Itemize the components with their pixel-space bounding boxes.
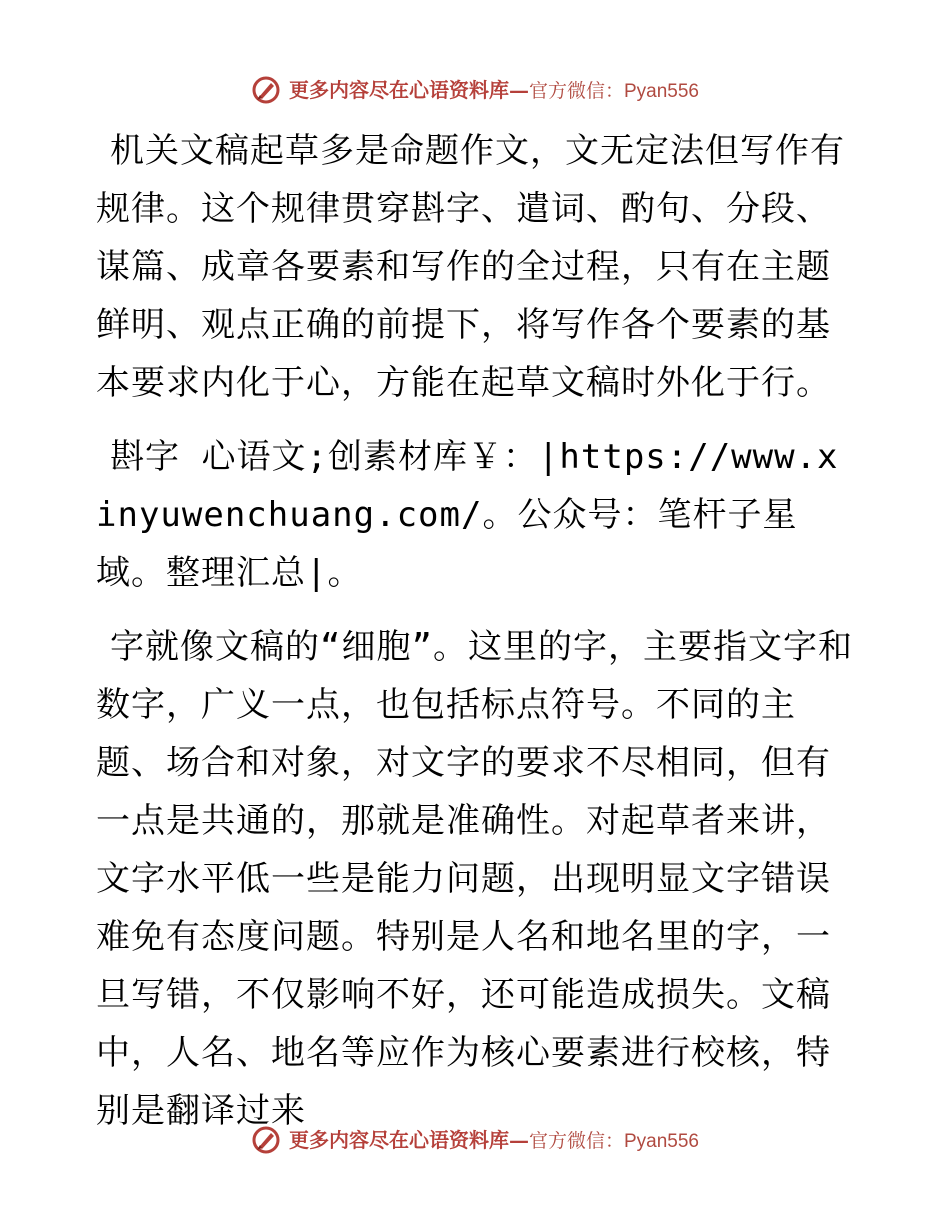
watermark-text [288, 1127, 699, 1152]
watermark-contact: 官方微信：Pyan556 [528, 1130, 699, 1152]
paragraph-section-heading-text: 斟字 心语文;创素材库￥：|https://www.xinyuwenchuang.com/。公众号：笔杆子星域。整理汇总|。 [96, 437, 839, 593]
document-body [96, 122, 856, 1140]
paragraph-intro [96, 122, 856, 412]
watermark-lead: 更多内容尽在心语资料库— [288, 1127, 529, 1152]
footer-watermark [0, 1120, 950, 1160]
watermark-lead: 更多内容尽在心语资料库— [288, 77, 529, 102]
paragraph-intro-text: 机关文稿起草多是命题作文，文无定法但写作有规律。这个规律贯穿斟字、遣词、酌句、分段、谋篇、成章各要素和写作的全过程，只有在主题鲜明、观点正确的前提下，将写作各个要素的基本要求内化于心，方能在起草文稿时外化于行。 [96, 131, 845, 403]
paragraph-body [96, 618, 856, 1140]
watermark-contact: 官方微信：Pyan556 [528, 80, 699, 102]
watermark-text [288, 77, 699, 102]
quill-pen-logo-icon [251, 1125, 281, 1155]
header-watermark [0, 70, 950, 110]
paragraph-section-heading [96, 428, 856, 602]
quill-pen-logo-icon [251, 75, 281, 105]
paragraph-body-text: 字就像文稿的“细胞”。这里的字，主要指文字和数字，广义一点，也包括标点符号。不同的主题、场合和对象，对文字的要求不尽相同，但有一点是共通的，那就是准确性。对起草者来讲，文字水平低一些是能力问题，出现明显文字错误难免有态度问题。特别是人名和地名里的字，一旦写错，不仅影响不好，还可能造成损失。文稿中，人名、地名等应作为核心要素进行校核，特别是翻译过来 [96, 627, 853, 1131]
